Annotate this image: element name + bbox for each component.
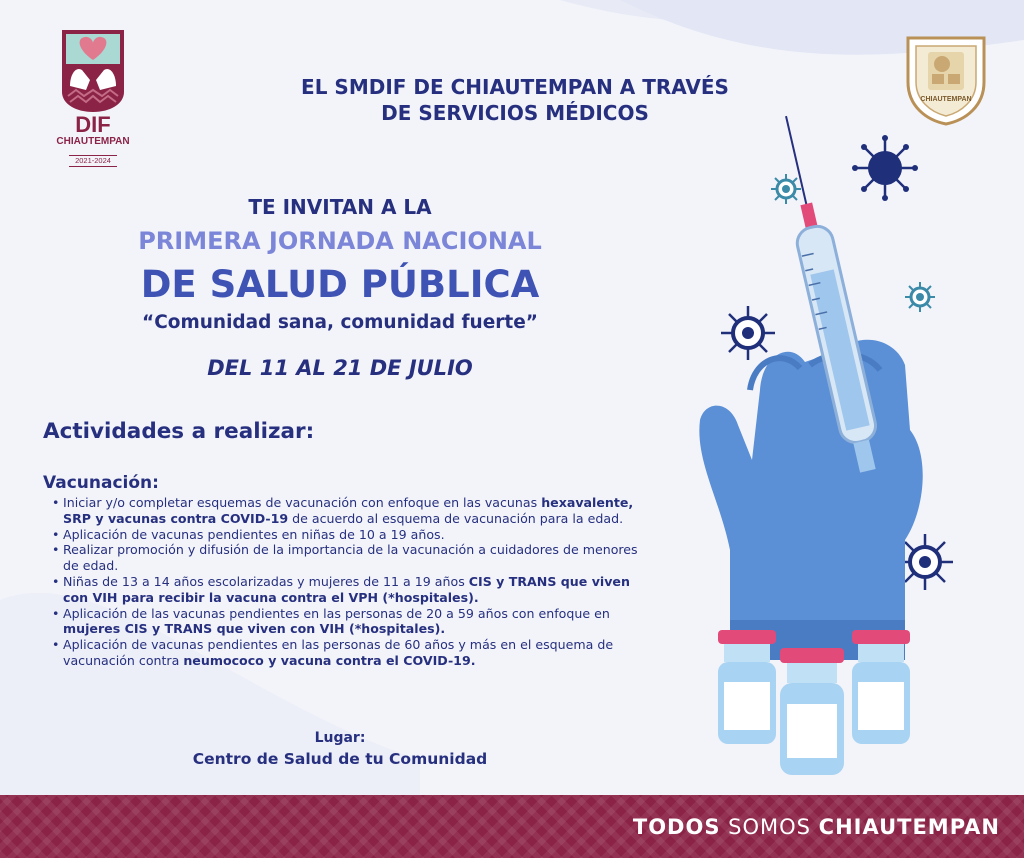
dif-logo-name: DIF [75,112,111,137]
list-item: • Iniciar y/o completar esquemas de vacunación con enfoque en las vacunas hexavalente, SRP y vacunas contra COVID-19 de acuerdo al esquema de vacunación para la edad. [52,495,652,527]
event-slogan: “Comunidad sana, comunidad fuerte” [142,312,538,333]
dif-heart-hands-logo-icon [60,30,126,112]
event-subtitle: PRIMERA JORNADA NACIONAL [138,227,542,255]
virus-icon [897,534,953,590]
dif-logo [48,30,138,167]
location-value: Centro de Salud de tu Comunidad [192,750,488,768]
footer-slogan: TODOS SOMOS CHIAUTEMPAN [632,815,1000,839]
virus-icon [721,306,775,360]
vaccine-vial-icon [852,630,910,744]
activities-heading: Actividades a realizar: [43,419,315,444]
gloved-hand-icon [699,340,922,660]
invite-text: TE INVITAN A LA [248,195,432,219]
vaccination-list [52,495,652,669]
list-item: • Aplicación de las vacunas pendientes en las personas de 20 a 59 años con enfoque en mujeres CIS y TRANS que viven con VIH (*hospitales). [52,606,652,638]
event-title: DE SALUD PÚBLICA [140,263,540,306]
vaccine-illustration [690,100,1010,790]
crest-label: CHIAUTEMPAN [920,96,972,103]
virus-icon [852,135,918,201]
virus-icon [771,174,801,204]
dif-logo-years: 2021-2024 [69,155,117,167]
list-item: • Aplicación de vacunas pendientes en las personas de 60 años y más en el esquema de vacunación contra neumococo y vacuna contra el COVID-19. [52,637,652,669]
vaccine-vial-icon [718,630,776,744]
list-item: • Aplicación de vacunas pendientes en niñas de 10 a 19 años. [52,527,652,543]
list-item: • Realizar promoción y difusión de la importancia de la vacunación a cuidadores de menores de edad. [52,542,652,574]
header-line-2: DE SERVICIOS MÉDICOS [381,101,649,125]
header-line-1: EL SMDIF DE CHIAUTEMPAN A TRAVÉS [301,75,729,99]
footer-banner [0,795,1024,858]
virus-icon [905,282,935,312]
event-dates: DEL 11 AL 21 DE JULIO [207,356,473,380]
vaccination-heading: Vacunación: [43,473,159,493]
list-item: • Niñas de 13 a 14 años escolarizadas y mujeres de 11 a 19 años CIS y TRANS que viven con VIH para recibir la vacuna contra el VPH (*hospitales). [52,574,652,606]
dif-logo-city: CHIAUTEMPAN [56,136,130,147]
location-label: Lugar: [314,730,366,746]
vaccine-vial-icon [780,648,844,775]
